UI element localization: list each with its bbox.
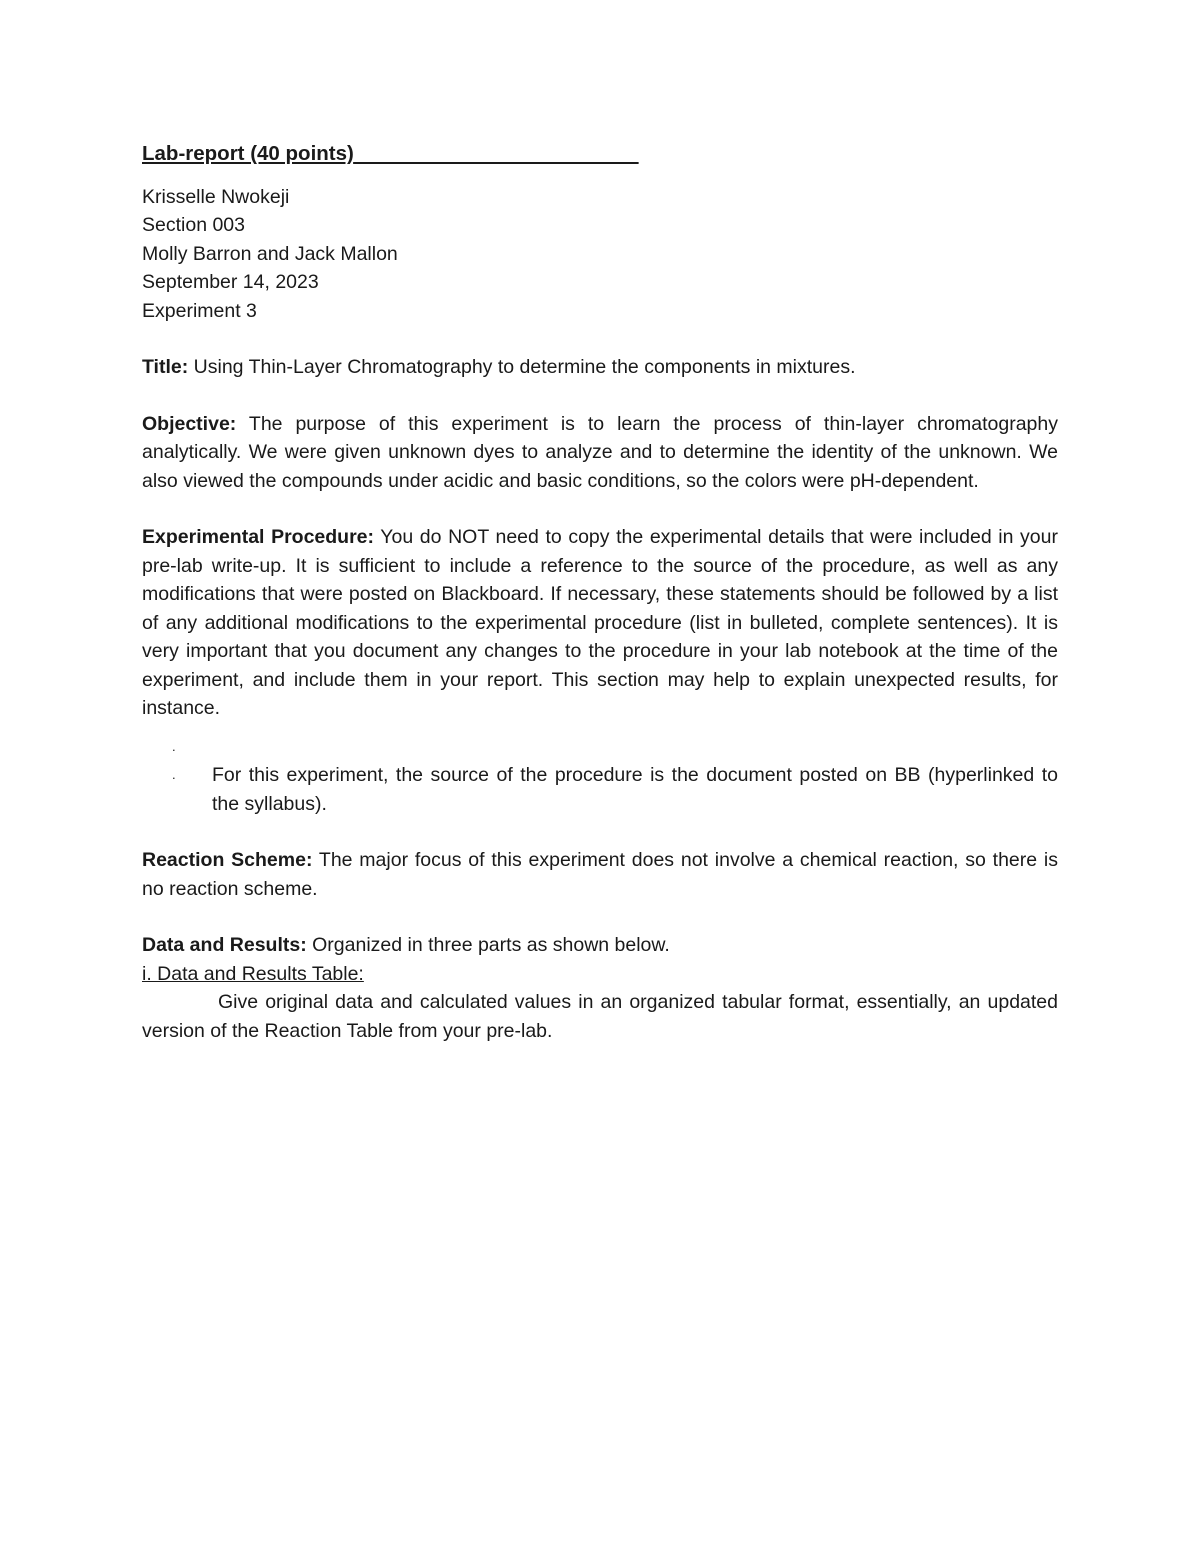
data-results-text: Organized in three parts as shown below. — [306, 934, 670, 956]
bullet-mark: . — [172, 767, 176, 782]
data-results-section — [142, 931, 1058, 1045]
title-section — [142, 353, 1058, 382]
data-results-intro — [142, 931, 1058, 960]
procedure-section — [142, 523, 1058, 723]
reaction-scheme-text: The major focus of this experiment does not involve a chemical reaction, so there is no reaction scheme. — [142, 849, 1059, 900]
report-date: September 14, 2023 — [142, 271, 319, 293]
data-results-label: Data and Results: — [142, 934, 307, 956]
bullet-text — [212, 733, 1058, 762]
experiment-number: Experiment 3 — [142, 299, 257, 322]
objective-section — [142, 410, 1058, 496]
objective-text: The purpose of this experiment is to learn the process of thin-layer chromatography analytically. We were given unknown dyes to analyze and to determine the identity of the unknown. We also viewed the compounds under acidic and basic conditions, so the colors were pH-dependent. — [142, 412, 1058, 492]
procedure-label: Experimental Procedure: — [142, 526, 375, 548]
lab-partners: Molly Barron and Jack Mallon — [142, 242, 398, 265]
title-text: Using Thin-Layer Chromatography to determine the components in mixtures. — [188, 356, 856, 378]
report-heading-text: Lab-report (40 points) — [142, 142, 354, 165]
bullet-mark: . — [172, 738, 176, 754]
procedure-bullet-list — [142, 733, 1058, 819]
reaction-scheme-label: Reaction Scheme: — [142, 849, 313, 871]
document-page — [142, 140, 1058, 1045]
report-heading — [142, 140, 1058, 169]
reaction-scheme-section — [142, 846, 1058, 903]
bullet-item — [142, 761, 1058, 818]
bullet-text: For this experiment, the source of the procedure is the document posted on BB (hyperlinked to the syllabus). — [212, 764, 1058, 815]
data-table-instructions: Give original data and calculated values in an organized tabular format, essentially, an updated version of the Reaction Table from your pre-lab. — [142, 991, 1058, 1042]
student-name: Krisselle Nwokeji — [142, 185, 290, 208]
section-number: Section 003 — [142, 214, 245, 236]
report-meta — [142, 183, 1058, 326]
data-table-subheading: i. Data and Results Table: — [142, 962, 364, 985]
procedure-text: You do NOT need to copy the experimental details that were included in your pre-lab write-up. It is sufficient to include a reference to the source of the procedure, as well as any modifications that were posted on Blackboard. If necessary, these statements should be followed by a list of any additional modifications to the experimental procedure (list in bulleted, complete sentences). It is very important that you document any changes to the procedure in your lab notebook at the time of the experiment, and include them in your report. This section may help to explain unexpected results, for instance. — [142, 526, 1058, 719]
title-label: Title: — [142, 356, 189, 378]
objective-label: Objective: — [142, 412, 237, 435]
bullet-item — [142, 733, 1058, 762]
